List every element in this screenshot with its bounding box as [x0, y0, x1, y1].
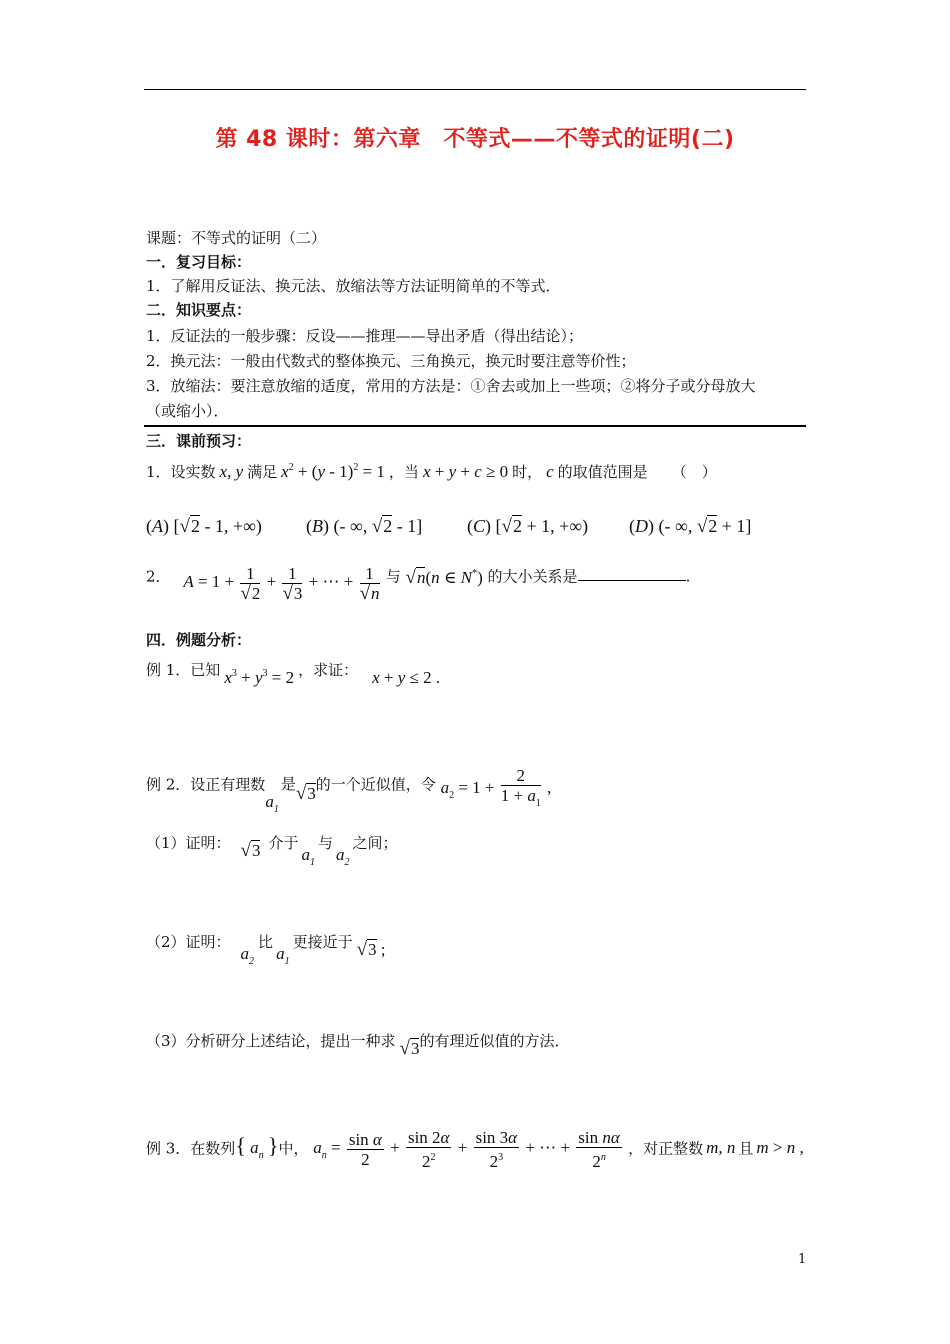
key-point-3-line2: （或缩小）． [146, 402, 229, 420]
formula-sqrt3: √3 [295, 783, 316, 805]
formula-sqrt-n: √n(n ∈ N*) [405, 567, 483, 589]
example-3: 例 3．在数列{ $a_n$ }中， $a_n$ = $\frac{\text{sin α}}{2}$ + $\frac{\sin 2\alpha}{2^2}$ + $\frac{\sin 3\alpha}{2^3}$ + ⋯ + $\frac{\text{sin nα}}{2^n}$ ，对正整数 m, n 且 m > n , [146, 1128, 804, 1171]
choice-d: (D) (- ∞, √2 + 1] [629, 516, 752, 537]
formula-an-definition: $a_n$ = $\frac{\text{sin α}}{2}$ + $\frac{\sin 2\alpha}{2^2}$ + $\frac{\sin 3\alpha}{2^3}$ + ⋯ + $\frac{\text{sin nα}}{2^n}$ [313, 1128, 620, 1171]
preview-problem-1: 1．设实数 x, y 满足 $x^2 + (y - 1)^2 = 1$ ，当 x + y + c ≥ 0 时， c 的取值范围是 （ ） [146, 462, 717, 481]
example-2: 例 2．设正有理数$a_1$是√3的一个近似值，令 $a_2 = 1$ + $\frac{2}{1 + a_1}$ , [146, 766, 552, 816]
preview-problem-2: 2． A = 1 + $\frac{1}{√2}$ + $\frac{1}{√3}$ + ⋯ + $\frac{1}{√n}$ 与 √n(n ∈ N*) 的大小关系是 . [146, 564, 691, 604]
formula-sequence-braces: { $a_n$ } [235, 1133, 279, 1162]
formula-to-prove: x + y ≤ 2 . [372, 668, 441, 687]
key-point-2: 2．换元法：一般由代数式的整体换元、三角换元，换元时要注意等价性； [146, 352, 636, 370]
formula-a1: $a_1$ [265, 792, 279, 816]
key-point-3-line1: 3．放缩法：要注意放缩的适度，常用的方法是：①舍去或加上一些项；②将分子或分母放大 [146, 377, 756, 395]
section-review-goals-heading: 一．复习目标： [146, 253, 252, 271]
formula-xy: x, y [219, 462, 244, 481]
choice-c: (C) [√2 + 1, +∞) [467, 516, 589, 537]
formula-c: c [546, 462, 554, 481]
example-1: 例 1．已知 $x^3 + y^3 = 2$ ，求证： x + y ≤ 2 . [146, 661, 441, 687]
page-title: 第 48 课时：第六章 不等式——不等式的证明(二) [215, 127, 735, 152]
header-rule [144, 89, 806, 90]
lesson-topic: 课题：不等式的证明（二） [146, 229, 327, 247]
key-point-1: 1．反证法的一般步骤：反设——推理——导出矛盾（得出结论）； [146, 327, 584, 345]
example-2-part-3: （3）分析研分上述结论，提出一种求 √3的有理近似值的方法． [146, 1032, 570, 1059]
formula-cubic-sum: $x^3 + y^3 = 2$ [224, 668, 295, 687]
example-2-part-1: （1）证明： √3 介于$a_1$与$a_2$之间； [146, 834, 398, 868]
formula-sum-A: A = 1 + $\frac{1}{√2}$ + $\frac{1}{√3}$ + ⋯ + $\frac{1}{√n}$ [183, 564, 380, 604]
page-number: 1 [798, 1252, 807, 1267]
example-2-part-2: （2）证明：$a_2$比$a_1$更接近于 √3 ; [146, 933, 386, 967]
section-preview-heading: 三．课前预习： [146, 432, 252, 450]
answer-blank[interactable] [578, 566, 686, 581]
choice-a: (A) [√2 - 1, +∞) [146, 516, 262, 537]
formula-a2-definition: $a_2 = 1$ + $\frac{2}{1 + a_1}$ , [440, 766, 552, 809]
formula-circle-equation: $x^2 + (y - 1)^2 = 1$ [281, 462, 385, 481]
section-divider [144, 425, 806, 427]
choice-b: (B) (- ∞, √2 - 1] [306, 516, 423, 537]
review-goal-item: 1．了解用反证法、换元法、放缩法等方法证明简单的不等式． [146, 277, 561, 295]
section-key-points-heading: 二．知识要点： [146, 301, 252, 319]
section-examples-heading: 四．例题分析： [146, 631, 252, 649]
formula-condition: x + y + c ≥ 0 [422, 462, 509, 481]
